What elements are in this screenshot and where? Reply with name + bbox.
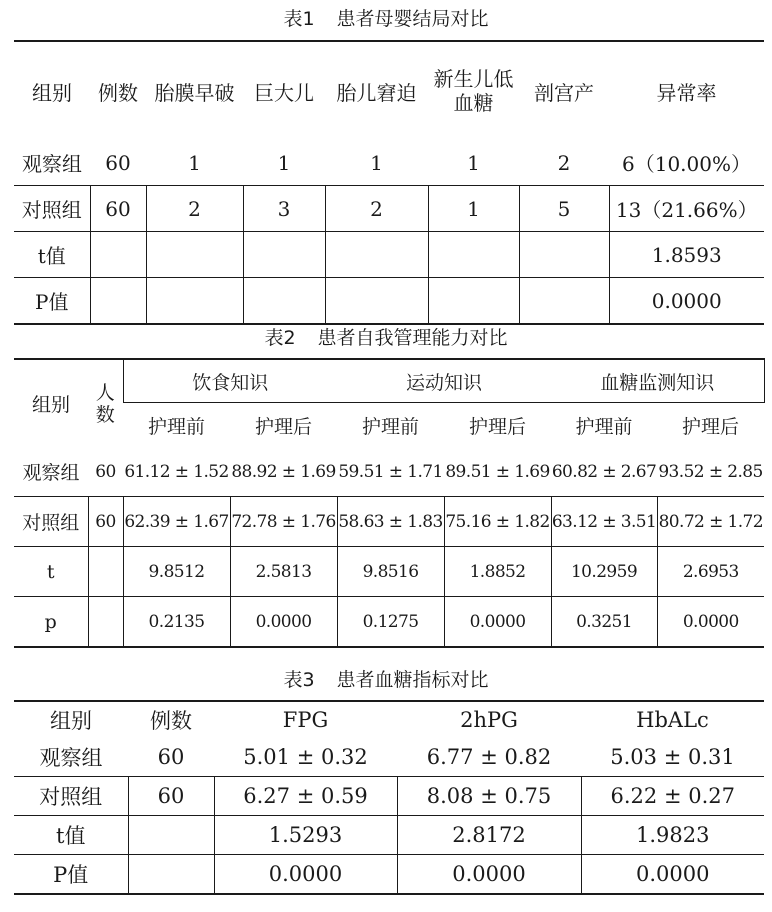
table-row (14, 447, 764, 497)
table2-caption: 患者自我管理能力对比 (317, 327, 508, 349)
table1-cell (90, 278, 146, 325)
table1-cell: 3 (243, 186, 325, 232)
table1-cell: 1 (277, 150, 291, 175)
table2-cell: 60 (95, 461, 116, 482)
table1-cell (146, 278, 243, 325)
table2-header-row (14, 359, 764, 403)
table1-title (0, 6, 772, 32)
table1-cell: 1 (428, 186, 519, 232)
table2-cell: 0.1275 (337, 597, 444, 648)
table3-cell: 6.77 ± 0.82 (426, 745, 552, 769)
table2-cell: 0.0000 (444, 597, 551, 648)
table1-label: 表1 (283, 8, 315, 30)
table2-cell: 10.2959 (551, 547, 657, 597)
table1-header-cell: 异常率 (656, 80, 717, 105)
table3-cell (128, 816, 214, 855)
table2-group-header: 组别 (31, 394, 70, 416)
table1-cell (519, 232, 609, 278)
table3-label: 表3 (283, 669, 315, 691)
table1-cell: 观察组 (22, 152, 82, 176)
table3-header-row (14, 701, 764, 738)
table2-category-header: 饮食知识 (123, 359, 337, 403)
table2-cell: 58.63 ± 1.83 (337, 497, 444, 547)
table2-subheader-row (14, 403, 764, 448)
table2 (14, 358, 765, 648)
table2-cell: 59.51 ± 1.71 (338, 461, 443, 482)
table2-cell: 0.3251 (551, 597, 657, 648)
table1-cell: 1 (188, 150, 201, 175)
table1-header-cell: 例数 (98, 80, 138, 105)
table2-cell: 对照组 (14, 497, 88, 547)
table3 (14, 700, 764, 895)
table3-header-cell: FPG (282, 708, 329, 732)
table3-cell: 1.9823 (581, 816, 764, 855)
table2-subheader: 护理后 (682, 415, 740, 438)
table1-header-cell: 胎膜早破 (154, 80, 235, 105)
table1-cell (146, 232, 243, 278)
table1-cell (428, 278, 519, 325)
table-row (14, 597, 764, 648)
table1-cell: P值 (14, 278, 90, 325)
table-row (14, 816, 764, 855)
table2-cell: 62.39 ± 1.67 (123, 497, 230, 547)
table1-header-cell: 组别 (32, 80, 72, 105)
table2-subheader: 护理前 (362, 415, 420, 438)
table3-cell: 观察组 (39, 746, 103, 770)
table3-caption: 患者血糖指标对比 (336, 669, 489, 691)
table2-title (0, 325, 772, 351)
table2-cell: 0.0000 (230, 597, 337, 648)
table3-cell: 8.08 ± 0.75 (397, 777, 581, 816)
table1-cell: t值 (14, 232, 90, 278)
table-row (14, 777, 764, 816)
table1-cell: 2 (557, 150, 571, 175)
table1-cell: 2 (325, 186, 428, 232)
table1-cell (325, 232, 428, 278)
table2-cell: 61.12 ± 1.52 (124, 461, 229, 482)
table2-cell: 60 (88, 497, 123, 547)
table2-cell: 93.52 ± 2.85 (658, 461, 763, 482)
table2-cell: t (14, 547, 88, 597)
table1-cell (519, 278, 609, 325)
table2-cell: 72.78 ± 1.76 (230, 497, 337, 547)
table1-cell: 6（10.00%） (622, 152, 751, 176)
table-row (14, 232, 764, 278)
table2-cell: 63.12 ± 3.51 (551, 497, 657, 547)
table1-cell: 60 (105, 150, 131, 175)
table2-cell: 9.8516 (337, 547, 444, 597)
table3-title (0, 667, 772, 693)
table3-cell: t值 (14, 816, 128, 855)
table1-caption: 患者母婴结局对比 (336, 8, 489, 30)
table2-cell: 观察组 (22, 462, 80, 484)
table1-cell: 1 (467, 150, 480, 175)
table2-cell (88, 597, 123, 648)
table2-cell: 2.6953 (657, 547, 764, 597)
table-row (14, 278, 764, 325)
table2-subheader: 护理前 (147, 415, 205, 438)
table3-cell: 对照组 (14, 777, 128, 816)
table1-header-cell: 巨大儿 (254, 80, 314, 105)
table-row (14, 140, 764, 186)
table-row (14, 855, 764, 895)
table3-cell: 60 (157, 745, 185, 769)
table1-cell: 1 (370, 150, 383, 175)
table1-cell: 5 (519, 186, 609, 232)
table3-cell: 2.8172 (397, 816, 581, 855)
table2-cell: 89.51 ± 1.69 (445, 461, 550, 482)
table3-cell: 0.0000 (214, 855, 397, 895)
table2-category-header: 运动知识 (337, 359, 551, 403)
table-row (14, 547, 764, 597)
table2-category-header: 血糖监测知识 (551, 359, 764, 403)
table3-cell: 0.0000 (397, 855, 581, 895)
table1-cell: 对照组 (14, 186, 90, 232)
table2-cell: 9.8512 (123, 547, 230, 597)
table3-cell (128, 855, 214, 895)
table3-cell: 1.5293 (214, 816, 397, 855)
table3-cell: 0.0000 (636, 862, 710, 886)
table-row (14, 497, 764, 547)
table2-cell: 88.92 ± 1.69 (231, 461, 336, 482)
table1-header-row (14, 41, 764, 140)
table3-header-cell: 例数 (150, 709, 192, 733)
table2-cell: 2.5813 (230, 547, 337, 597)
table1-cell: 60 (90, 186, 146, 232)
table3-cell: 60 (128, 777, 214, 816)
table3-header-cell: 组别 (50, 709, 92, 733)
table1-cell (325, 278, 428, 325)
table1-header-cell: 新生儿低血糖 (433, 67, 514, 115)
table2-cell: 80.72 ± 1.72 (657, 497, 764, 547)
table2-label: 表2 (264, 327, 296, 349)
table2-cell: 0.2135 (123, 597, 230, 648)
table-row (14, 186, 764, 232)
table1-header-cell: 胎儿窘迫 (336, 80, 417, 105)
table1-cell: 1.8593 (609, 232, 764, 278)
table2-subheader: 护理后 (469, 415, 527, 438)
table1 (14, 40, 764, 325)
table1-cell: 0.0000 (651, 288, 722, 313)
table2-cell: 75.16 ± 1.82 (444, 497, 551, 547)
table-row (14, 738, 764, 777)
table2-subheader: 护理后 (255, 415, 313, 438)
table3-cell: 6.22 ± 0.27 (581, 777, 764, 816)
table1-cell: 13（21.66%） (609, 186, 764, 232)
table2-cell: 1.8852 (444, 547, 551, 597)
table2-cell (88, 547, 123, 597)
table1-cell (243, 278, 325, 325)
table3-cell: 6.27 ± 0.59 (214, 777, 397, 816)
table2-cell: 0.0000 (682, 611, 739, 632)
table2-count-header: 人数 (95, 381, 115, 426)
table3-cell: P值 (14, 855, 128, 895)
table3-header-cell: HbALc (636, 708, 709, 732)
table3-cell: 5.03 ± 0.31 (610, 745, 735, 769)
table2-cell: p (14, 597, 88, 648)
table3-header-cell: 2hPG (460, 708, 518, 732)
table1-cell (243, 232, 325, 278)
table1-cell (90, 232, 146, 278)
table2-subheader: 护理前 (575, 415, 633, 438)
table1-cell: 2 (146, 186, 243, 232)
table3-cell: 5.01 ± 0.32 (243, 745, 368, 769)
table1-header-cell: 剖宫产 (534, 80, 594, 105)
table1-cell (428, 232, 519, 278)
table2-cell: 60.82 ± 2.67 (551, 461, 657, 482)
